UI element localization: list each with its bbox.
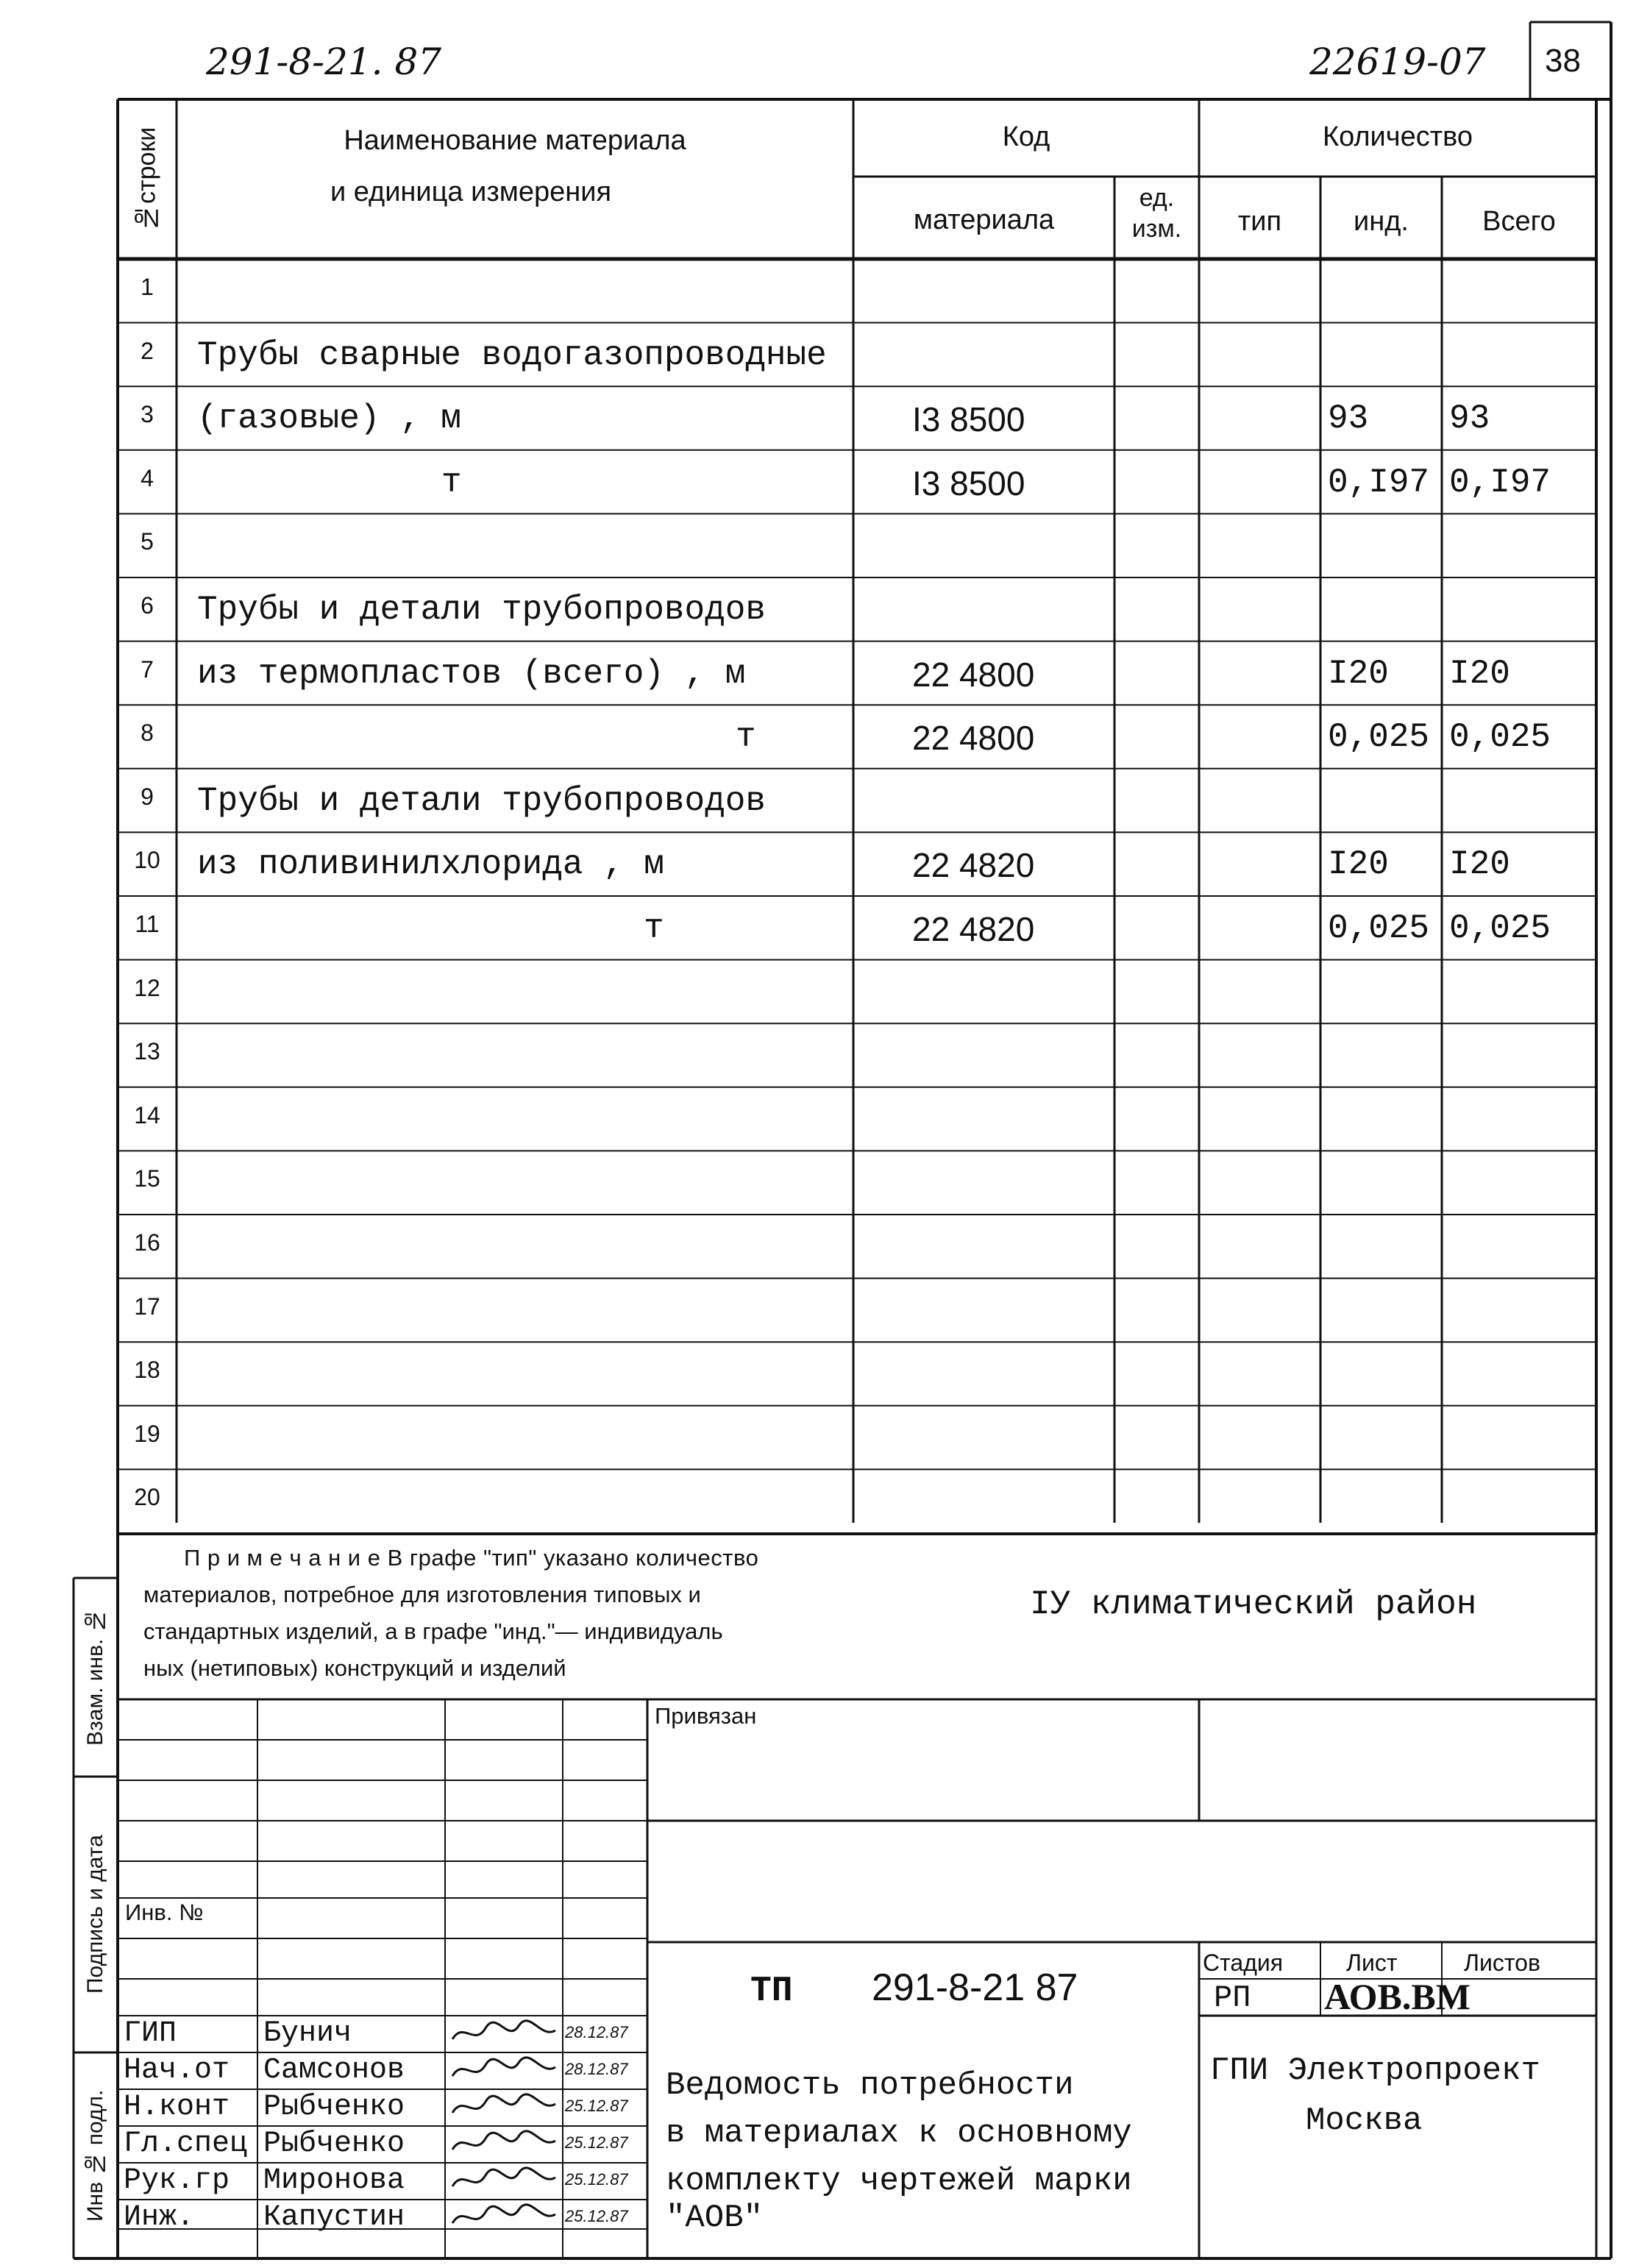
signer-date: 28.12.87 xyxy=(565,2023,628,2041)
signer-date: 25.12.87 xyxy=(565,2133,628,2152)
signer-role: Рук.гр xyxy=(124,2164,230,2197)
tp-number: 291-8-21 87 xyxy=(872,1966,1078,2009)
doc-mark: АОВ.ВМ xyxy=(1324,1976,1471,2017)
signer-role: ГИП xyxy=(124,2017,177,2050)
ind-qty: I20 xyxy=(1328,654,1389,693)
org-line1: ГПИ Электропроект xyxy=(1210,2052,1540,2089)
side-label-podpis: Подпись и дата xyxy=(83,1835,107,1994)
signer-role: Н.конт xyxy=(124,2091,230,2124)
material-name: из термопластов (всего) , м xyxy=(197,654,746,693)
material-name: Трубы сварные водогазопроводные xyxy=(197,335,827,374)
note-line4: ных (нетиповых) конструкций и изделий xyxy=(143,1655,566,1681)
material-name: Трубы и детали трубопроводов xyxy=(197,781,766,820)
ind-qty: 0,025 xyxy=(1328,909,1430,948)
material-code: 22 4800 xyxy=(912,655,1035,694)
material-name: из поливинилхлорида , м xyxy=(197,845,664,884)
side-label-vzam: Взам. инв. № xyxy=(83,1608,107,1746)
signature-mark xyxy=(449,2201,559,2233)
signer-date: 25.12.87 xyxy=(565,2207,628,2225)
row-number: 13 xyxy=(134,1038,160,1065)
col-code: Код xyxy=(1002,121,1050,152)
signer-role: Инж. xyxy=(124,2201,195,2234)
row-number: 10 xyxy=(134,847,160,874)
total-qty: 0,I97 xyxy=(1449,463,1551,502)
row-number: 5 xyxy=(141,528,154,555)
row-number: 15 xyxy=(134,1165,160,1192)
stage-label: Стадия xyxy=(1203,1949,1284,1976)
col-ind: инд. xyxy=(1354,206,1409,237)
material-code: I3 8500 xyxy=(912,463,1025,502)
title-line4: "АОВ" xyxy=(666,2200,764,2236)
signer-date: 28.12.87 xyxy=(565,2060,628,2078)
material-name: т xyxy=(644,909,664,948)
col-material: материала xyxy=(913,205,1055,235)
signer-date: 25.12.87 xyxy=(565,2170,628,2189)
row-number: 4 xyxy=(141,464,154,491)
row-number: 1 xyxy=(141,274,154,300)
sheets-label: Листов xyxy=(1464,1949,1540,1976)
total-qty: I20 xyxy=(1449,654,1510,693)
org-line2: Москва xyxy=(1306,2102,1423,2139)
row-number: 14 xyxy=(134,1101,160,1128)
material-name: Трубы и детали трубопроводов xyxy=(197,591,766,629)
row-number: 8 xyxy=(141,719,154,747)
col-unit-1: ед. xyxy=(1139,184,1175,212)
col-type: тип xyxy=(1237,206,1282,237)
row-number: 20 xyxy=(134,1484,160,1511)
col-unit-2: изм. xyxy=(1131,215,1182,243)
col-quantity: Количество xyxy=(1322,121,1473,152)
inv-no-label: Инв. № xyxy=(125,1899,204,1925)
doc-code-right: 22619-07 xyxy=(1309,40,1486,83)
signer-date: 25.12.87 xyxy=(565,2097,628,2115)
row-number: 18 xyxy=(134,1357,160,1384)
total-qty: I20 xyxy=(1449,845,1510,884)
signer-name: Капустин xyxy=(263,2201,405,2234)
row-number: 11 xyxy=(135,911,160,937)
material-name: т xyxy=(736,718,756,757)
total-qty: 0,025 xyxy=(1449,909,1551,948)
signature-mark xyxy=(449,2164,559,2197)
row-number: 9 xyxy=(141,783,154,810)
row-number: 17 xyxy=(134,1293,160,1320)
row-number: 6 xyxy=(141,592,154,619)
title-line3: комплекту чертежей марки xyxy=(666,2163,1132,2200)
col-total: Всего xyxy=(1482,206,1556,237)
note-line3: стандартных изделий, а в графе "инд."— индивидуаль xyxy=(143,1618,723,1644)
signer-name: Рыбченко xyxy=(263,2127,405,2161)
material-name: т xyxy=(441,463,462,502)
doc-code-left: 291-8-21. 87 xyxy=(206,40,442,83)
row-number: 19 xyxy=(134,1420,160,1447)
ind-qty: 93 xyxy=(1328,399,1369,438)
stage-value: РП xyxy=(1214,1980,1251,2016)
side-label-inv-podl: Инв № подл. xyxy=(83,2089,107,2222)
signer-role: Нач.от xyxy=(124,2054,230,2087)
signature-mark xyxy=(449,2017,559,2050)
material-code: 22 4800 xyxy=(912,719,1035,758)
tp-label: ТП xyxy=(750,1972,793,2011)
signer-name: Самсонов xyxy=(263,2054,405,2087)
signer-role: Гл.спец xyxy=(124,2127,248,2161)
material-name: (газовые) , м xyxy=(197,399,461,438)
col-name-line2: и единица измерения xyxy=(330,177,612,207)
note-line2: материалов, потребное для изготовления типовых и xyxy=(143,1582,701,1607)
row-number: 12 xyxy=(134,974,160,1001)
ind-qty: 0,025 xyxy=(1328,718,1430,757)
climate-region: IУ климатический район xyxy=(1030,1585,1477,1624)
material-code: I3 8500 xyxy=(912,400,1025,439)
col-name-line1: Наименование материала xyxy=(344,125,686,156)
row-number: 3 xyxy=(141,401,154,428)
signer-name: Рыбченко xyxy=(263,2091,405,2124)
title-line1: Ведомость потребности xyxy=(666,2067,1074,2104)
signature-mark xyxy=(449,2127,559,2160)
row-number: 7 xyxy=(141,655,154,683)
signature-mark xyxy=(449,2054,559,2086)
total-qty: 0,025 xyxy=(1449,718,1551,757)
note-line1: П р и м е ч а н и е В графе "тип" указано количество xyxy=(184,1545,759,1571)
title-line2: в материалах к основному xyxy=(666,2115,1132,2152)
sheet-number: 38 xyxy=(1545,43,1581,79)
col-row-no: №строки xyxy=(132,127,161,232)
material-code: 22 4820 xyxy=(912,846,1035,885)
signer-name: Миронова xyxy=(263,2164,405,2197)
ind-qty: 0,I97 xyxy=(1328,463,1430,502)
material-code: 22 4820 xyxy=(912,910,1035,948)
signer-name: Бунич xyxy=(263,2017,352,2050)
signature-mark xyxy=(449,2091,559,2123)
sheet-label: Лист xyxy=(1346,1949,1398,1976)
row-number: 16 xyxy=(134,1229,160,1256)
privyazan-label: Привязан xyxy=(655,1703,757,1729)
ind-qty: I20 xyxy=(1328,845,1389,884)
row-number: 2 xyxy=(141,337,154,364)
total-qty: 93 xyxy=(1449,399,1490,438)
